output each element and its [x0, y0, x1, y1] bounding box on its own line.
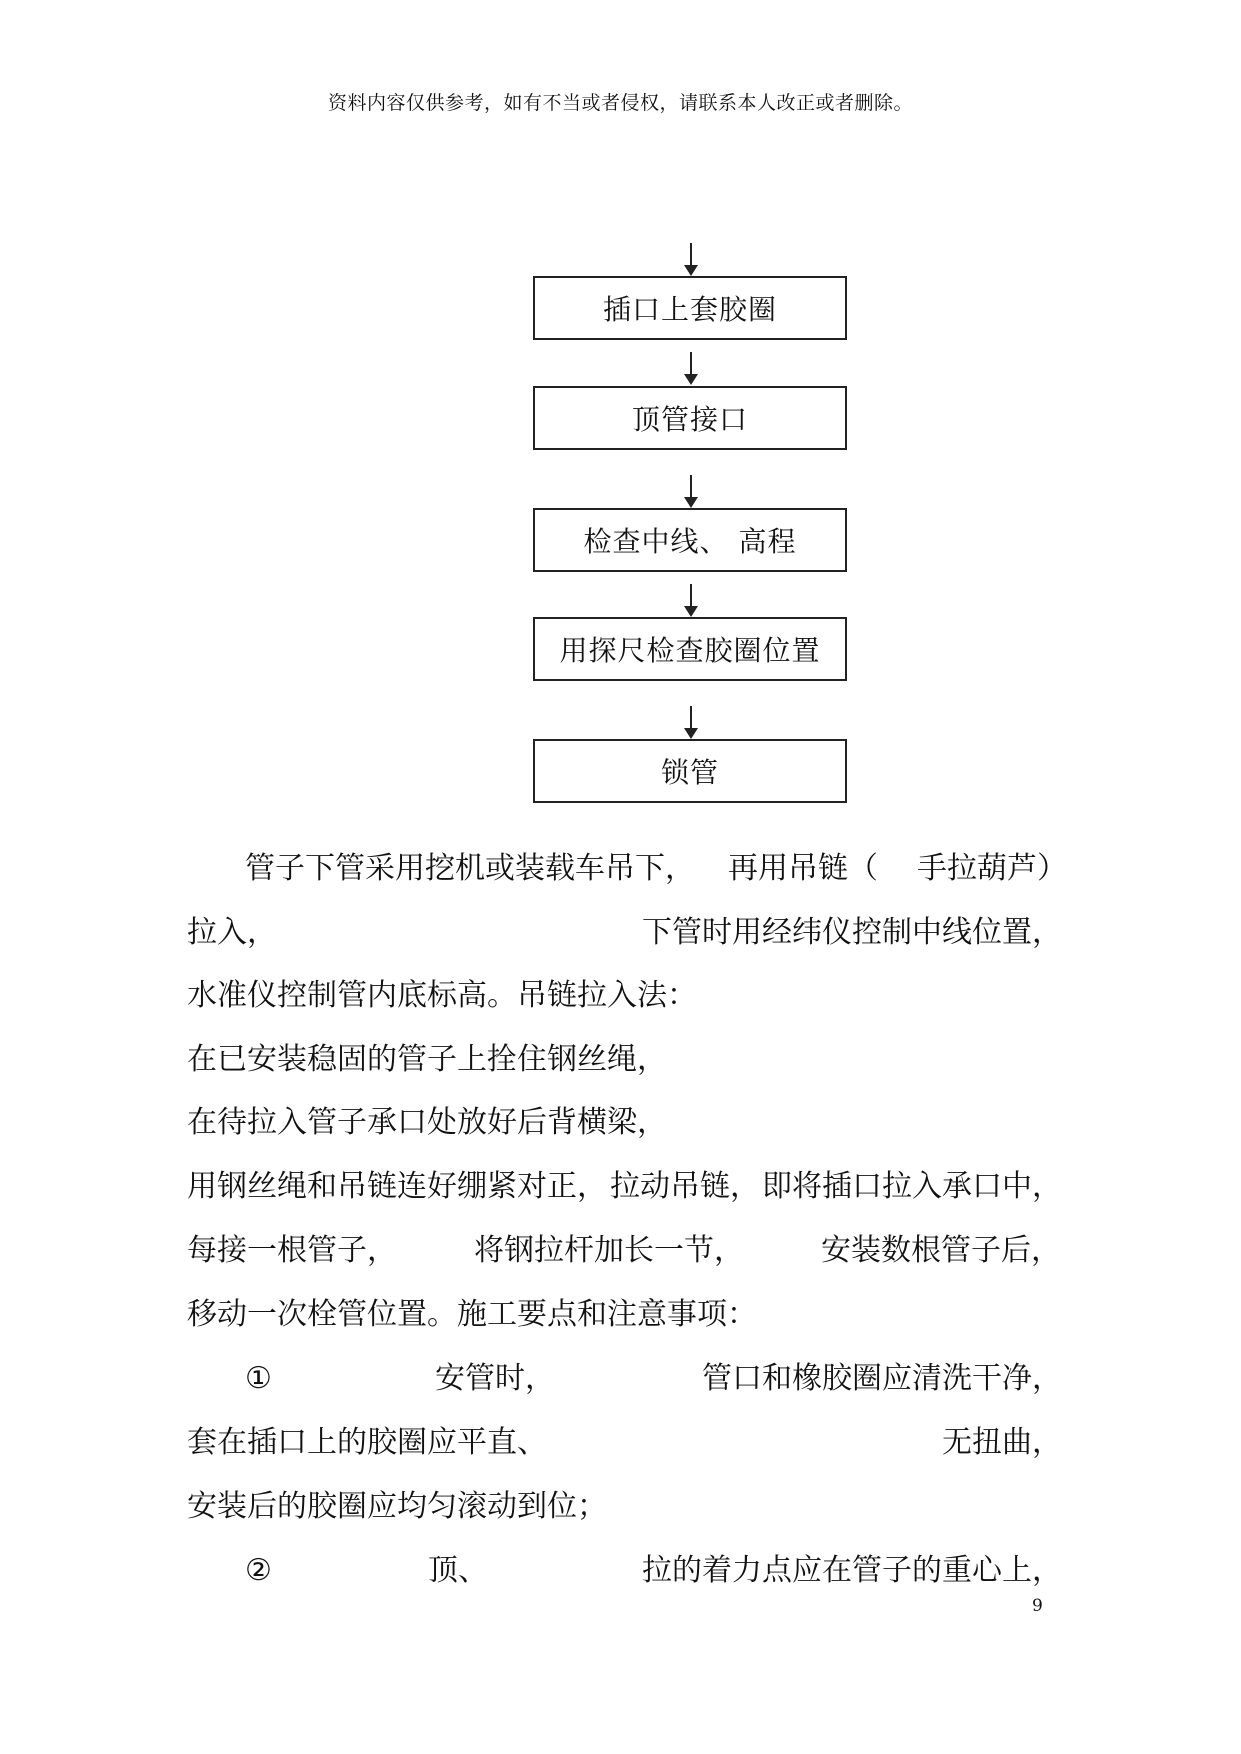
flow-step-check-ring-position: 用探尺检查胶圈位置 [533, 617, 847, 681]
text-line: 再用吊链（ [728, 851, 878, 886]
disclaimer-header: 资料内容仅供参考，如有不当或者侵权，请联系本人改正或者删除。 [327, 92, 913, 114]
flow-step-lock-pipe: 锁管 [533, 739, 847, 803]
text-line: 安装数根管子后， [821, 1233, 1061, 1268]
text-line: 拉入， [187, 915, 277, 950]
flow-arrow [684, 243, 698, 276]
text-line: 管子下管采用挖机或装载车吊下， [245, 851, 695, 886]
flow-arrow [684, 706, 698, 739]
text-line: 拉动吊链， [610, 1169, 760, 1204]
text-line: 在已安装稳固的管子上拴住钢丝绳， [187, 1042, 667, 1077]
text-line: 下管时用经纬仪控制中线位置， [642, 915, 1062, 950]
text-line: 安管时， [435, 1361, 555, 1396]
text-line: 拉的着力点应在管子的重心上， [642, 1553, 1062, 1588]
list-marker: ② [245, 1553, 272, 1588]
text-line: 安装后的胶圈应均匀滚动到位； [187, 1489, 607, 1524]
flow-step-check-line-elevation: 检查中线、 高程 [533, 508, 847, 572]
flow-arrow [684, 584, 698, 617]
flow-arrow [684, 475, 698, 508]
text-line: 顶、 [428, 1553, 488, 1588]
text-line: 管口和橡胶圈应清洗干净， [702, 1361, 1062, 1396]
text-line: 即将插口拉入承口中， [762, 1169, 1062, 1204]
flow-step-jack-joint: 顶管接口 [533, 386, 847, 450]
text-line: 水准仪控制管内底标高。吊链拉入法： [187, 978, 697, 1013]
text-line: 无扭曲， [942, 1425, 1062, 1460]
list-marker: ① [245, 1361, 272, 1396]
text-line: 将钢拉杆加长一节， [474, 1233, 744, 1268]
text-line: 在待拉入管子承口处放好后背横梁， [187, 1105, 667, 1140]
text-line: 手拉葫芦） [917, 851, 1067, 886]
page-number: 9 [1032, 1596, 1043, 1616]
text-line: 移动一次栓管位置。施工要点和注意事项： [187, 1297, 757, 1332]
flow-arrow [684, 352, 698, 385]
flow-step-insert-ring: 插口上套胶圈 [533, 276, 847, 340]
text-line: 每接一根管子， [187, 1233, 397, 1268]
text-line: 用钢丝绳和吊链连好绷紧对正， [187, 1169, 607, 1204]
text-line: 套在插口上的胶圈应平直、 [187, 1425, 547, 1460]
